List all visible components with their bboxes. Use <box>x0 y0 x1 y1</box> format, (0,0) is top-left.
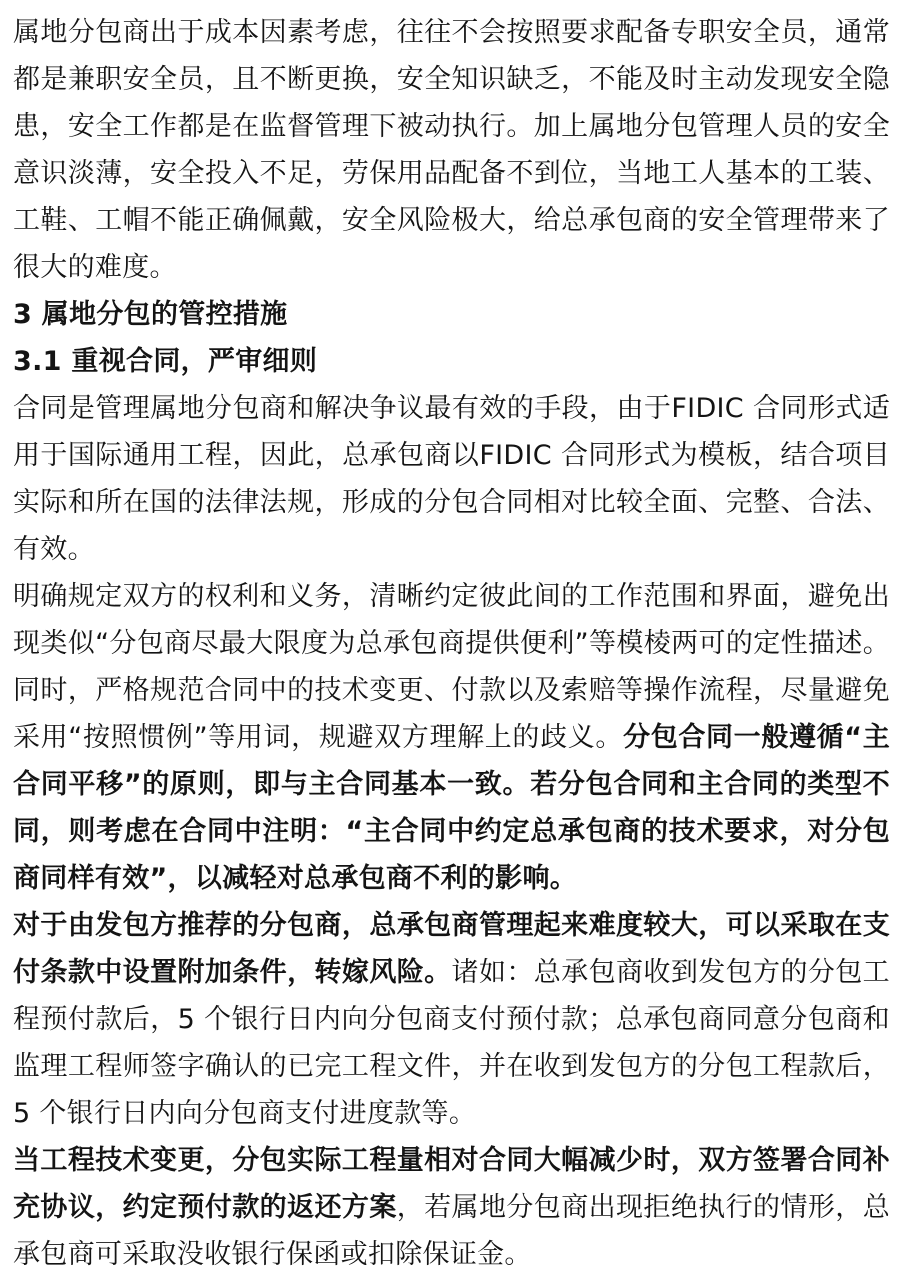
paragraph-rights-bold-text: 分包合同一般遵循“主合同平移”的原则，即与主合同基本一致。若分包合同和主合同的类型不同，则考虑在合同中注明：“主合同中约定总承包商的技术要求，对分包商同样有效”，以减轻对总承包商不利的影响。 <box>13 722 891 894</box>
paragraph-contract-means: 合同是管理属地分包商和解决争议最有效的手段，由于FIDIC 合同形式适用于国际通用工程，因此，总承包商以FIDIC 合同形式为模板，结合项目实际和所在国的法律法规，形成的分包合同相对比较全面、完整、合法、有效。 <box>13 393 890 565</box>
paragraph-technical-change <box>13 1137 890 1278</box>
paragraph-change-normal-text: ，若属地分包商出现拒绝执行的情形，总承包商可采取没收银行保函或扣除保证金。 <box>13 1192 890 1270</box>
paragraph-safety-issues: 属地分包商出于成本因素考虑，往往不会按照要求配备专职安全员，通常都是兼职安全员，且不断更换，安全知识缺乏，不能及时主动发现安全隐患，安全工作都是在监督管理下被动执行。加上属地分包管理人员的安全意识淡薄，安全投入不足，劳保用品配备不到位，当地工人基本的工装、工鞋、工帽不能正确佩戴，安全风险极大，给总承包商的安全管理带来了很大的难度。 <box>13 17 890 283</box>
paragraph-recommended-subcontractor <box>13 902 890 1137</box>
paragraph-recommended-normal-text: 诸如：总承包商收到发包方的分包工程预付款后，5 个银行日内向分包商支付预付款；总承包商同意分包商和监理工程师签字确认的已完工程文件，并在收到发包方的分包工程款后，5 个银行日内向分包商支付进度款等。 <box>13 957 890 1129</box>
section-heading-3-1: 3.1 重视合同，严审细则 <box>13 346 318 377</box>
paragraph-change-bold-text: 当工程技术变更，分包实际工程量相对合同大幅减少时，双方签署合同补充协议，约定预付款的返还方案 <box>13 1145 890 1223</box>
paragraph-rights-normal-text: 明确规定双方的权利和义务，清晰约定彼此间的工作范围和界面，避免出现类似“分包商尽最大限度为总承包商提供便利”等模棱两可的定性描述。同时，严格规范合同中的技术变更、付款以及索赔等操作流程，尽量避免采用“按照惯例”等用词，规避双方理解上的歧义。 <box>13 581 890 753</box>
section-heading-3: 3 属地分包的管控措施 <box>13 299 288 330</box>
paragraph-recommended-bold-text: 对于由发包方推荐的分包商，总承包商管理起来难度较大，可以采取在支付条款中设置附加条件，转嫁风险。 <box>13 910 890 988</box>
paragraph-rights-obligations <box>13 573 890 902</box>
